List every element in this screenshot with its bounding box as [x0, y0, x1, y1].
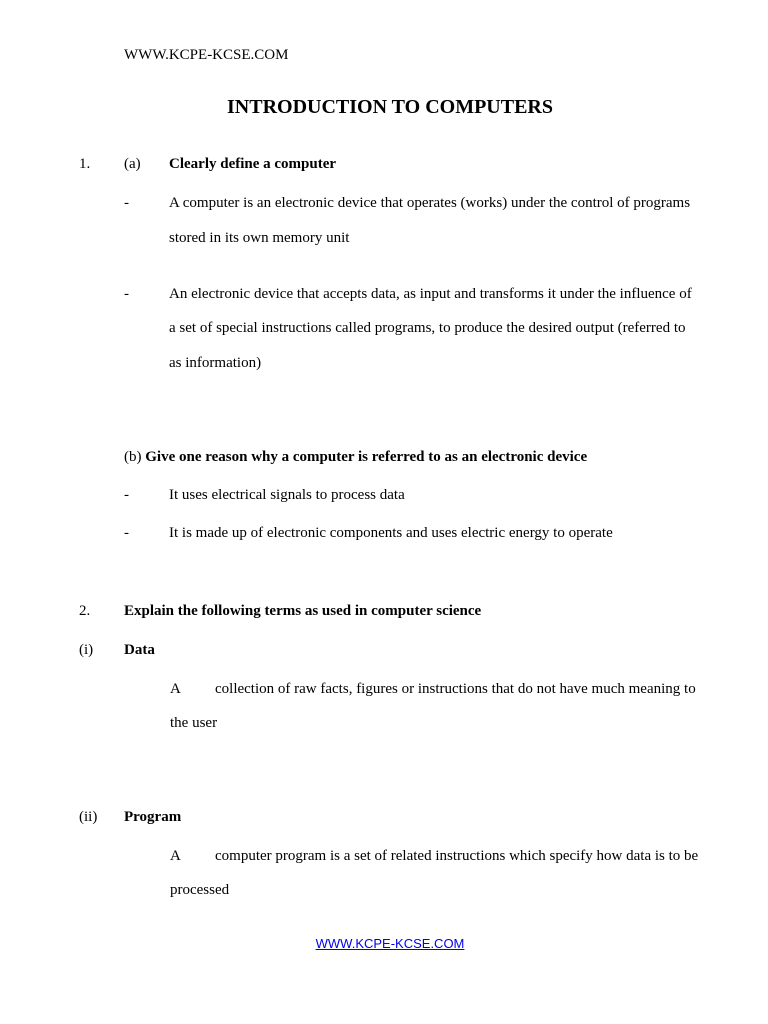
q2-number: 2.	[79, 603, 91, 619]
q2-term1-label: (i)	[79, 642, 94, 658]
q2-term2-line1: computer program is a set of related instructions which specify how data is to be	[215, 848, 699, 864]
page-title: INTRODUCTION TO COMPUTERS	[227, 96, 553, 118]
q1b-answer2-bullet: -	[124, 525, 129, 541]
q2-term2-first-word: A	[170, 848, 181, 864]
q1b-answer2: It is made up of electronic components and uses electric energy to operate	[169, 525, 613, 541]
q1b-answer1: It uses electrical signals to process data	[169, 487, 405, 503]
q1b-question: Give one reason why a computer is referred to as an electronic device	[145, 449, 588, 465]
q2-term1-line1: collection of raw facts, figures or instructions that do not have much meaning to	[215, 681, 696, 697]
q2-term2-line2: processed	[170, 882, 230, 898]
q2-term2-label: (ii)	[79, 809, 98, 825]
q1b-answer1-bullet: -	[124, 487, 129, 503]
q1a-label: (a)	[124, 156, 141, 172]
q1b-label: (b)	[124, 449, 142, 465]
q1a-answer2-line1: An electronic device that accepts data, as input and transforms it under the influence of	[169, 286, 692, 302]
q2-question: Explain the following terms as used in computer science	[124, 603, 482, 619]
q1a-answer2-line2: a set of special instructions called programs, to produce the desired output (referred to	[169, 320, 686, 336]
q1a-answer1-line1: A computer is an electronic device that operates (works) under the control of programs	[169, 195, 691, 211]
q2-term1-name: Data	[124, 642, 155, 658]
q2-term2-name: Program	[124, 809, 182, 825]
q1a-answer1-bullet: -	[124, 195, 129, 211]
q2-term1-line2: the user	[170, 715, 218, 731]
q2-term1-first-word: A	[170, 681, 181, 697]
footer-site-link[interactable]: WWW.KCPE-KCSE.COM	[315, 936, 465, 951]
q1a-answer2-bullet: -	[124, 286, 129, 302]
q1a-answer1-line2: stored in its own memory unit	[169, 230, 350, 246]
q1-number: 1.	[79, 156, 91, 172]
q1a-question: Clearly define a computer	[169, 156, 337, 172]
q1b-question-line	[124, 448, 587, 466]
header-site-url: WWW.KCPE-KCSE.COM	[124, 47, 289, 63]
q1a-answer2-line3: as information)	[169, 355, 262, 371]
